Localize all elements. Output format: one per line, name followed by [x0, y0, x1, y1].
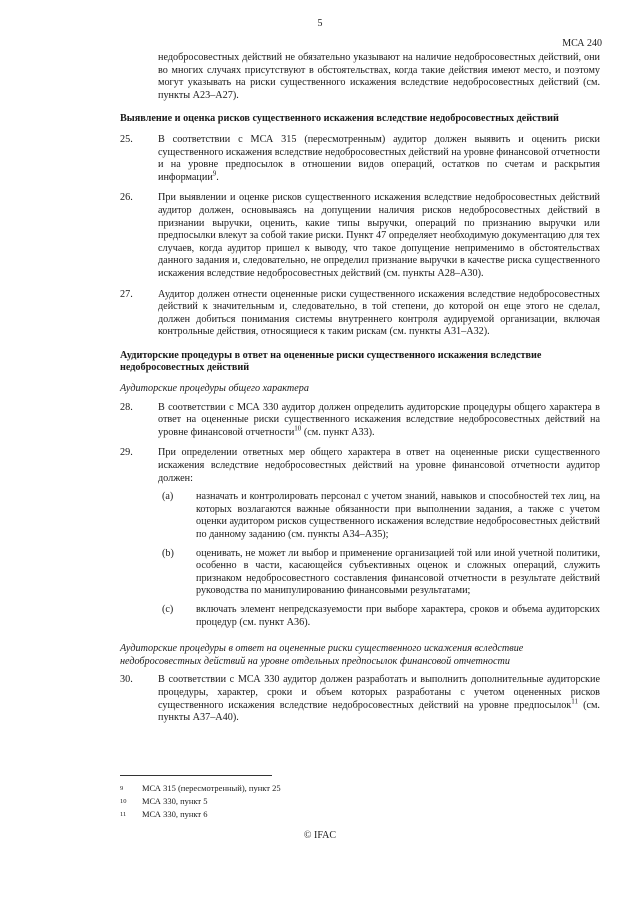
list-text: включать элемент непредсказуемости при выборе характера, сроков и объема аудиторских процедур (см. пункт А36). [196, 603, 600, 628]
footnote-ref: 11 [571, 697, 579, 706]
footnote-9 [120, 782, 281, 795]
list-text: назначать и контролировать персонал с учетом знаний, навыков и способностей тех лиц, на которых возлагаются важные обязанности при выполнении задания, а также с учетом оценки аудитором рисков существенного искажения вследствие недобросовестных действий по данному заданию (см. пункты А34–А35); [196, 491, 600, 540]
subheading-assertion-procedures: Аудиторские процедуры в ответ на оцененные риски существенного искажения вследствие недобросовестных действий на уровне отдельных предпосылок финансовой отчетности [120, 643, 524, 667]
footnote-divider [120, 775, 272, 776]
paragraph-number: 28. [120, 401, 133, 413]
section-heading-identification: Выявление и оценка рисков существенного искажения вследствие недобросовестных действий [120, 113, 559, 125]
list-letter: (b) [162, 547, 174, 559]
footnotes [120, 782, 281, 821]
paragraph-25 [120, 134, 600, 184]
paragraph-text: В соответствии с МСА 315 (пересмотренным) аудитор должен выявить и оценить риски существенного искажения вследствие недобросовестных действий на уровне финансовой отчетности и на уровне предпосылок в отношении видов операций, остатков по счетам и раскрытия информации$^9$. [158, 133, 600, 183]
list-letter: (c) [162, 603, 174, 615]
page-number: 5 [317, 18, 323, 29]
paragraph-text: В соответствии с МСА 330 аудитор должен разработать и выполнить дополнительные аудиторские процедуры, характер, сроки и объем которых разработаны с учетом оцененных рисков существенного искажения вследствие недобросовестных действий на уровне предпосылок$^{11}$ (см. пункты А37–А40). [158, 674, 600, 724]
paragraph-27 [120, 289, 600, 339]
footnote-ref: 9 [212, 169, 217, 178]
list-letter: (a) [162, 491, 174, 503]
paragraph-29 [120, 447, 600, 635]
footnote-text: МСА 330, пункт 6 [142, 809, 208, 819]
paragraph-number: 26. [120, 192, 133, 204]
footnote-number: 10 [120, 798, 127, 805]
document-body [120, 52, 600, 733]
list-item-b [158, 548, 600, 598]
paragraph-number: 27. [120, 288, 133, 300]
footnote-ref: 10 [294, 424, 302, 433]
footnote-text: МСА 315 (пересмотренный), пункт 25 [142, 783, 281, 793]
footnote-number: 9 [120, 785, 124, 792]
footnote-number: 11 [120, 811, 127, 818]
footnote-10 [120, 795, 281, 808]
paragraph-number: 25. [120, 133, 133, 145]
paragraph-text: При выявлении и оценке рисков существенного искажения вследствие недобросовестных действий аудитор должен, основываясь на допущении наличия рисков недобросовестных действий в признании выручки, оценить, какие типы выручки, операций по признанию выручки или предпосылки влекут за собой такие риски. Пункт 47 определяет необходимую документацию для тех случаев, когда аудитор пришел к выводу, что такое допущение неприменимо в обстоятельствах данного задания и, следовательно, не определил признание выручки в качестве риска существенного искажения вследствие недобросовестных действий (см. пункты А28–А30). [158, 192, 600, 279]
copyright-footer: © IFAC [303, 830, 337, 841]
paragraph-number: 30. [120, 674, 133, 686]
paragraph-text: При определении ответных мер общего характера в ответ на оцененные риски существенного искажения вследствие недобросовестных действий на уровне финансовой отчетности аудитор должен: [158, 447, 600, 484]
document-code: МСА 240 [562, 38, 602, 49]
intro-paragraph: недобросовестных действий не обязательно указывают на наличие недобросовестных действий, они во многих случаях присутствуют в обстоятельствах, когда такие действия имеют место, и поэтому могут указывать на риски существенного искажения вследствие недобросовестных действий (см. пункты А23–А27). [158, 52, 600, 101]
section-heading-procedures: Аудиторские процедуры в ответ на оцененные риски существенного искажения вследствие недобросовестных действий [120, 349, 542, 374]
footnote-11 [120, 808, 281, 821]
paragraph-30 [120, 674, 600, 724]
list-item-c [158, 604, 600, 629]
list-text: оценивать, не может ли выбор и применение организацией той или иной учетной политики, особенно в части, касающейся субъективных оценок и сложных операций, служить признаком недобросовестного составления финансовой отчетности в результате действий руководства по манипулированию финансовыми результатами; [196, 547, 600, 597]
paragraph-body [158, 447, 600, 635]
paragraph-26 [120, 192, 600, 280]
paragraph-number: 29. [120, 447, 133, 459]
footnote-text: МСА 330, пункт 5 [142, 796, 208, 806]
list-item-a [158, 491, 600, 541]
subheading-general-procedures: Аудиторские процедуры общего характера [120, 383, 309, 395]
paragraph-text: В соответствии с МСА 330 аудитор должен определить аудиторские процедуры общего характера в ответ на оцененные риски существенного искажения вследствие недобросовестных действий на уровне финансовой отчетности$^{10}$ (см. пункт А33). [158, 401, 600, 438]
paragraph-text: Аудитор должен отнести оцененные риски существенного искажения вследствие недобросовестных действий к значительным и, следовательно, в той степени, до которой он еще этого не сделал, должен добиться понимания системы внутреннего контроля аудируемой организации, включая контрольные действия, относящиеся к таким рискам (см. пункты А31–А32). [158, 288, 600, 338]
paragraph-28 [120, 402, 600, 440]
